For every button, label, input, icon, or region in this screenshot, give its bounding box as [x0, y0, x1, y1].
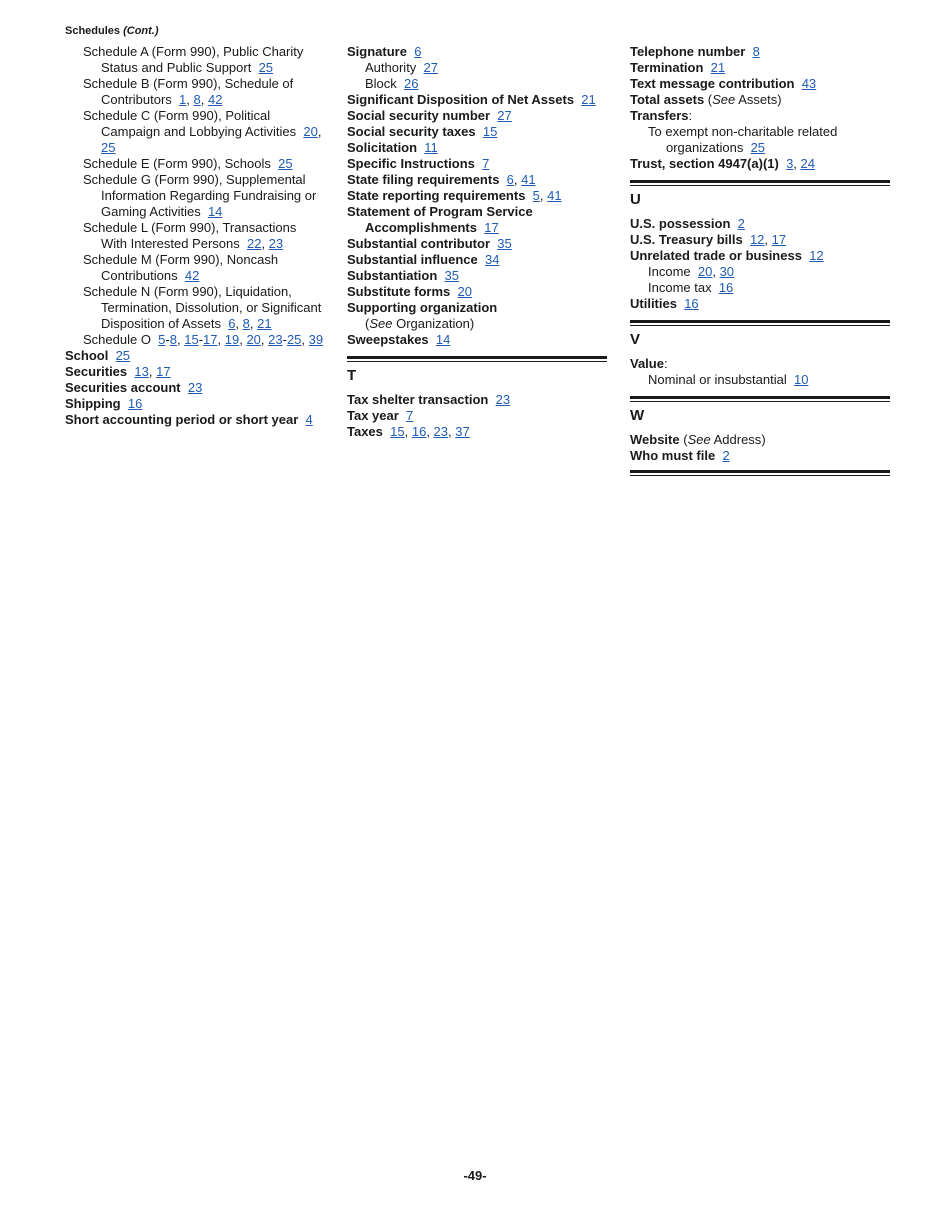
page-link[interactable]: 21 — [710, 60, 726, 75]
page-link[interactable]: 8 — [169, 332, 177, 347]
page-link[interactable]: 23 — [187, 380, 203, 395]
index-term: Schedule L (Form 990), Transactions With Interested Persons — [83, 220, 297, 251]
index-term: Securities account — [65, 380, 181, 395]
index-entry — [347, 408, 607, 424]
index-term: Significant Disposition of Net Assets — [347, 92, 575, 107]
continuation-header — [65, 25, 159, 37]
index-entry: Schedule L (Form 990), Transactions With Interested Persons 22, 23 — [83, 220, 297, 251]
section-divider — [630, 320, 890, 326]
page-link[interactable]: 25 — [258, 60, 274, 75]
page-link[interactable]: 15 — [482, 124, 498, 139]
index-entry — [630, 44, 890, 60]
index-entry — [347, 156, 607, 172]
page-link[interactable]: 5 — [158, 332, 166, 347]
index-entry — [347, 332, 607, 348]
index-entry — [347, 204, 607, 236]
index-entry: Trust, section 4947(a)(1) 3, 24 — [630, 156, 815, 171]
page-link[interactable]: 15 — [390, 424, 405, 439]
page-link[interactable]: 17 — [203, 332, 218, 347]
page-link[interactable]: 7 — [482, 156, 490, 171]
page-link[interactable]: 20 — [697, 264, 713, 279]
index-entry — [83, 156, 325, 172]
page-link[interactable]: 43 — [801, 76, 817, 91]
page-link[interactable]: 27 — [497, 108, 512, 123]
section-letter: V — [630, 331, 641, 348]
page-link[interactable]: 6 — [506, 172, 514, 187]
index-entry — [347, 268, 607, 284]
index-term: Trust, section 4947(a)(1) — [630, 156, 779, 171]
index-term: To exempt non-charitable related organizations — [648, 124, 838, 155]
index-term: Value — [630, 356, 664, 371]
index-entry — [630, 216, 890, 232]
page-link[interactable]: 23 — [268, 236, 284, 251]
page-link[interactable]: 35 — [444, 268, 459, 283]
section-letter: U — [630, 191, 641, 208]
index-entry — [65, 412, 325, 428]
section-divider — [347, 356, 607, 362]
page-link[interactable]: 17 — [156, 364, 171, 379]
index-entry — [65, 348, 325, 364]
page-link[interactable]: 8 — [193, 92, 201, 107]
index-term: Authority — [365, 60, 417, 75]
index-term: Total assets — [630, 92, 705, 107]
page-link[interactable]: 21 — [581, 92, 596, 107]
index-entry — [347, 284, 607, 300]
index-term: Website — [630, 432, 680, 447]
see-reference: Assets — [738, 92, 778, 107]
index-entry — [648, 372, 890, 388]
index-entry: Income 20, 30 — [648, 264, 735, 279]
page-link[interactable]: 20 — [457, 284, 472, 299]
page-link[interactable]: 6 — [228, 316, 236, 331]
page-link[interactable]: 21 — [257, 316, 272, 331]
page-link[interactable]: 35 — [497, 236, 512, 251]
page-link[interactable]: 23 — [495, 392, 511, 407]
index-entry — [83, 252, 325, 284]
page-link[interactable]: 3 — [786, 156, 794, 171]
index-entry: Taxes 15, 16, 23, 37 — [347, 424, 470, 439]
index-term: Social security taxes — [347, 124, 476, 139]
index-entry — [648, 280, 890, 296]
index-entry: Website (See Address) — [630, 432, 766, 447]
index-entry — [630, 60, 890, 76]
page-link[interactable]: 17 — [771, 232, 787, 247]
index-term: Schedule C (Form 990), Political Campaign and Lobbying Activities — [83, 108, 297, 139]
see-reference: Organization — [396, 316, 470, 331]
page-link[interactable]: 27 — [423, 60, 439, 75]
index-entry: Schedule N (Form 990), Liquidation, Termination, Dissolution, or Significant Disposition of Assets 6, 8, 21 — [83, 284, 322, 331]
page-link[interactable]: 37 — [455, 424, 470, 439]
index-entry — [65, 380, 325, 396]
index-term: Substantial influence — [347, 252, 478, 267]
see-line: (See Organization) — [365, 316, 475, 331]
page-link[interactable]: 10 — [793, 372, 809, 387]
index-term: State reporting requirements — [347, 188, 526, 203]
page-link[interactable]: 42 — [184, 268, 200, 283]
page-link[interactable]: 25 — [101, 140, 116, 155]
page-number: -49- — [463, 1168, 487, 1183]
page-link[interactable]: 25 — [278, 156, 293, 171]
page-link[interactable]: 23 — [268, 332, 283, 347]
page-link[interactable]: 34 — [484, 252, 500, 267]
index-term: Nominal or insubstantial — [648, 372, 787, 387]
index-term: Taxes — [347, 424, 383, 439]
index-entry: Schedule O 5-8, 15-17, 19, 20, 23-25, 39 — [83, 332, 324, 347]
index-term: Transfers — [630, 108, 689, 123]
index-term: Substantial contributor — [347, 236, 490, 251]
page-link[interactable]: 25 — [115, 348, 131, 363]
index-entry — [365, 76, 607, 92]
page-link[interactable]: 12 — [809, 248, 824, 263]
page-link[interactable]: 16 — [718, 280, 734, 295]
index-term: U.S. Treasury bills — [630, 232, 743, 247]
page-link[interactable]: 8 — [242, 316, 250, 331]
header-cont: (Cont.) — [123, 25, 159, 37]
index-term: Schedule O — [83, 332, 151, 347]
index-term: State filing requirements — [347, 172, 500, 187]
index-entry — [365, 60, 607, 76]
see-reference: Address — [713, 432, 762, 447]
index-term: Tax year — [347, 408, 399, 423]
index-term: Securities — [65, 364, 128, 379]
page-link[interactable]: 4 — [305, 412, 313, 427]
page-link[interactable]: 11 — [424, 140, 438, 155]
index-entry — [347, 252, 607, 268]
index-term: Schedule G (Form 990), Supplemental Information Regarding Fundraising or Gaming Activities — [83, 172, 317, 219]
page-link[interactable]: 8 — [752, 44, 760, 59]
index-term: Solicitation — [347, 140, 418, 155]
index-term: Substantiation — [347, 268, 438, 283]
page-link[interactable]: 15 — [184, 332, 199, 347]
index-entry — [65, 396, 325, 412]
page-link[interactable]: 13 — [134, 364, 149, 379]
index-entry — [347, 392, 607, 408]
index-term: School — [65, 348, 109, 363]
index-term: U.S. possession — [630, 216, 731, 231]
index-entry — [630, 248, 890, 264]
page-link[interactable]: 20 — [303, 124, 318, 139]
index-entry: Total assets (See Assets) — [630, 92, 782, 107]
header-title: Schedules — [65, 25, 121, 37]
index-term: Unrelated trade or business — [630, 248, 802, 263]
index-term: Shipping — [65, 396, 121, 411]
page-link[interactable]: 20 — [246, 332, 261, 347]
index-term: Telephone number — [630, 44, 746, 59]
page-link[interactable]: 39 — [308, 332, 324, 347]
page-link[interactable]: 17 — [484, 220, 499, 235]
see-label: See — [712, 92, 736, 107]
index-entry — [630, 448, 890, 464]
index-entry — [83, 172, 325, 220]
index-entry — [347, 92, 607, 108]
index-entry — [347, 108, 607, 124]
page-link[interactable]: 25 — [286, 332, 302, 347]
section-divider — [630, 180, 890, 186]
index-entry: Securities 13, 17 — [65, 364, 171, 379]
index-entry — [347, 140, 607, 156]
page-link[interactable]: 42 — [207, 92, 223, 107]
page-link[interactable]: 14 — [207, 204, 223, 219]
index-entry — [347, 124, 607, 140]
index-column-2 — [347, 44, 607, 440]
index-term: Schedule A (Form 990), Public Charity Status and Public Support — [83, 44, 304, 75]
page-link[interactable]: 1 — [179, 92, 187, 107]
index-term: Tax shelter transaction — [347, 392, 489, 407]
page-link[interactable]: 41 — [521, 172, 536, 187]
index-term: Who must file — [630, 448, 716, 463]
index-entry: Schedule C (Form 990), Political Campaign and Lobbying Activities 20, 25 — [83, 108, 322, 155]
index-term: Signature — [347, 44, 407, 59]
section-divider — [630, 396, 890, 402]
page-link[interactable]: 19 — [224, 332, 240, 347]
page-link[interactable]: 24 — [800, 156, 815, 171]
page-link[interactable]: 22 — [246, 236, 262, 251]
index-term: Statement of Program Service Accomplishments — [347, 204, 533, 235]
index-term: Schedule E (Form 990), Schools — [83, 156, 271, 171]
index-term: Social security number — [347, 108, 491, 123]
index-entry: State reporting requirements 5, 41 — [347, 188, 562, 203]
index-entry — [347, 44, 607, 60]
index-term: Schedule B (Form 990), Schedule of Contributors — [83, 76, 294, 107]
index-term: Utilities — [630, 296, 677, 311]
page-link[interactable]: 41 — [547, 188, 562, 203]
section-letter: W — [630, 407, 645, 424]
index-entry: State filing requirements 6, 41 — [347, 172, 536, 187]
index-term: Termination — [630, 60, 704, 75]
index-entry: U.S. Treasury bills 12, 17 — [630, 232, 787, 247]
index-entry — [83, 44, 325, 76]
index-term: Income tax — [648, 280, 712, 295]
section-letter: T — [347, 367, 357, 384]
index-column-1 — [65, 44, 325, 428]
index-term: Block — [365, 76, 397, 91]
see-label: See — [687, 432, 711, 447]
index-entry — [630, 76, 890, 92]
index-term: Income — [648, 264, 691, 279]
page-link[interactable]: 23 — [433, 424, 449, 439]
page-link[interactable]: 16 — [684, 296, 699, 311]
page-link[interactable]: 2 — [722, 448, 730, 463]
page-link[interactable]: 16 — [127, 396, 143, 411]
page-link[interactable]: 26 — [404, 76, 419, 91]
index-term: Schedule N (Form 990), Liquidation, Termination, Dissolution, or Significant Disposition of Assets — [83, 284, 322, 331]
index-entry — [630, 296, 890, 312]
index-term: Specific Instructions — [347, 156, 475, 171]
index-entry: Schedule B (Form 990), Schedule of Contributors 1, 8, 42 — [83, 76, 294, 107]
page-link[interactable]: 16 — [411, 424, 427, 439]
index-column-3 — [630, 44, 890, 476]
index-entry: Transfers: — [630, 108, 693, 123]
page-link[interactable]: 14 — [435, 332, 451, 347]
page-link[interactable]: 5 — [532, 188, 540, 203]
index-term: Text message contribution — [630, 76, 795, 91]
page-link[interactable]: 25 — [750, 140, 766, 155]
page-link[interactable]: 30 — [719, 264, 735, 279]
page-link[interactable]: 2 — [737, 216, 745, 231]
index-term: Schedule M (Form 990), Noncash Contributions — [83, 252, 279, 283]
index-term: Substitute forms — [347, 284, 451, 299]
index-term: Sweepstakes — [347, 332, 429, 347]
index-term: Short accounting period or short year — [65, 412, 299, 427]
index-entry — [648, 124, 890, 156]
see-label: See — [369, 316, 393, 331]
index-entry — [347, 236, 607, 252]
column-end-rule — [630, 470, 890, 476]
index-entry — [347, 300, 607, 332]
index-entry: Value: — [630, 356, 668, 371]
page-link[interactable]: 7 — [406, 408, 414, 423]
page-link[interactable]: 12 — [749, 232, 765, 247]
page-link[interactable]: 6 — [414, 44, 422, 59]
index-term: Supporting organization — [347, 300, 498, 315]
